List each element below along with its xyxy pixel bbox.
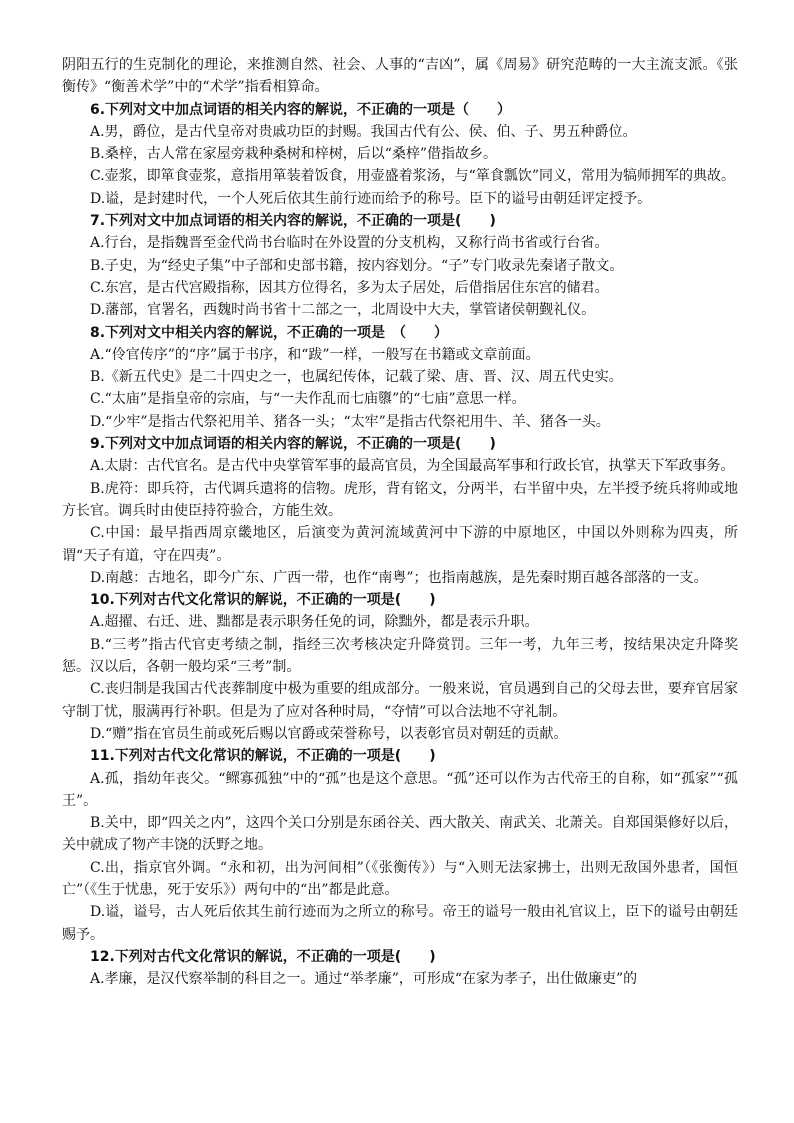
intro-paragraph: 阴阳五行的生克制化的理论，来推测自然、社会、人事的“吉凶”，属《周易》研究范畴的一大主流支派。《张衡传》“衡善术学”中的“术学”指看相算命。 <box>62 57 738 96</box>
option-b: B.子史，为“经史子集”中子部和史部书籍，按内容划分。“子”专门收录先秦诸子散文。 <box>90 257 624 274</box>
option-a: A.太尉：古代官名。是古代中央掌管军事的最高官员，为全国最高军事和行政长官，执掌天下军政事务。 <box>90 458 735 475</box>
option-d: D.南越：古地名，即今广东、广西一带，也作“南粤”；也指南越族，是先秦时期百越各部落的一支。 <box>90 569 708 586</box>
option-a: A.男，爵位，是古代皇帝对贵戚功臣的封赐。我国古代有公、侯、伯、子、男五种爵位。 <box>90 123 637 140</box>
option-d: D.“少牢”是指古代祭祀用羊、猪各一头；“太牢”是指古代祭祀用牛、羊、猪各一头。 <box>90 413 610 430</box>
option-b: B.“三考”指古代官吏考绩之制，指经三次考核决定升降赏罚。三年一考，九年三考，按结果决定升降奖惩。汉以后，各朝一般均采“三考”制。 <box>62 636 738 676</box>
question-stem: 8.下列对文中相关内容的解说，不正确的一项是 （ ） <box>90 324 449 341</box>
option-b: B.虎符：即兵符，古代调兵遣将的信物。虎形，背有铭文，分两半，右半留中央，左半授予统兵将帅或地方长官。调兵时由使臣持符验合，方能生效。 <box>62 480 738 519</box>
option-b: B.关中，即“四关之内”，这四个关口分别是东函谷关、西大散关、南武关、北萧关。自郑国渠修好以后，关中就成了物产丰饶的沃野之地。 <box>62 815 738 854</box>
option-d: D.藩部，官署名，西魏时尚书省十二部之一，北周设中大夫，掌管诸侯朝觐礼仪。 <box>90 302 596 319</box>
option-c: C.“太庙”是指皇帝的宗庙，与“一夫作乱而七庙隳”的“七庙”意思一样。 <box>90 391 526 408</box>
question-12 <box>62 946 738 991</box>
question-stem: 9.下列对文中加点词语的相关内容的解说，不正确的一项是( ) <box>90 436 496 453</box>
option-c: C.东宫，是古代宫殿指称，因其方位得名，多为太子居处，后借指居住东宫的储君。 <box>90 279 609 296</box>
option-d: D.谥，谥号，古人死后依其生前行迹而为之所立的称号。帝王的谥号一般由礼官议上，臣下的谥号由朝廷赐予。 <box>62 904 738 943</box>
document-page <box>62 54 738 990</box>
option-c: C.中国：最早指西周京畿地区，后演变为黄河流域黄河中下游的中原地区，中国以外则称为四夷，所谓“天子有道，守在四夷”。 <box>62 525 738 564</box>
option-c: C.壶浆，即箪食壶浆，意指用箪装着饭食，用壶盛着浆汤，与“箪食瓢饮”同义，常用为犒师拥军的典故。 <box>90 168 735 185</box>
question-stem: 10.下列对古代文化常识的解说，不正确的一项是( ) <box>90 592 436 609</box>
option-a: A.“伶官传序”的“序”属于书序，和“跋”一样，一般写在书籍或文章前面。 <box>90 346 540 363</box>
option-a: A.孤，指幼年丧父。“鳏寡孤独”中的“孤”也是这个意思。“孤”还可以作为古代帝王的自称，如“孤家”“孤王”。 <box>62 770 738 809</box>
question-stem: 6.下列对文中加点词语的相关内容的解说，不正确的一项是（ ） <box>90 101 512 118</box>
option-d: D.“赠”指在官员生前或死后赐以官爵或荣誉称号，以表彰官员对朝廷的贡献。 <box>90 725 568 742</box>
option-d: D.谥，是封建时代，一个人死后依其生前行迹而给予的称号。臣下的谥号由朝廷评定授予。 <box>90 190 652 207</box>
question-stem: 12.下列对古代文化常识的解说，不正确的一项是( ) <box>90 948 436 965</box>
option-c: C.丧归制是我国古代丧葬制度中极为重要的组成部分。一般来说，官员遇到自己的父母去世，要弃官居家守制丁忧，服满再行补职。但是为了应对各种时局，“夺情”可以合法地不守礼制。 <box>62 681 738 720</box>
question-stem: 7.下列对文中加点词语的相关内容的解说，不正确的一项是( ) <box>90 213 496 230</box>
option-c: C.出，指京官外调。“永和初，出为河间相”（《张衡传》）与“入则无法家拂士，出则无敌国外患者，国恒亡”（《生于忧患，死于安乐》）两句中的“出”都是此意。 <box>62 859 738 898</box>
question-8 <box>62 322 738 433</box>
question-11 <box>62 745 738 946</box>
option-b: B.桑梓，古人常在家屋旁栽种桑树和梓树，后以“桑梓”借指故乡。 <box>90 146 498 163</box>
question-7 <box>62 210 738 321</box>
option-a: A.孝廉，是汉代察举制的科目之一。通过“举孝廉”，可形成“在家为孝子，出仕做廉吏”的 <box>90 971 638 988</box>
question-10 <box>62 589 738 745</box>
option-b: B.《新五代史》是二十四史之一，也属纪传体，记载了梁、唐、晋、汉、周五代史实。 <box>90 369 623 386</box>
option-a: A.超擢、右迁、进、黜都是表示职务任免的词，除黜外，都是表示升职。 <box>90 614 539 631</box>
question-6 <box>62 99 738 210</box>
question-9 <box>62 433 738 589</box>
question-stem: 11.下列对古代文化常识的解说，不正确的一项是( ) <box>90 748 436 765</box>
option-a: A.行台，是指魏晋至金代尚书台临时在外设置的分支机构，又称行尚书省或行台省。 <box>90 235 609 252</box>
